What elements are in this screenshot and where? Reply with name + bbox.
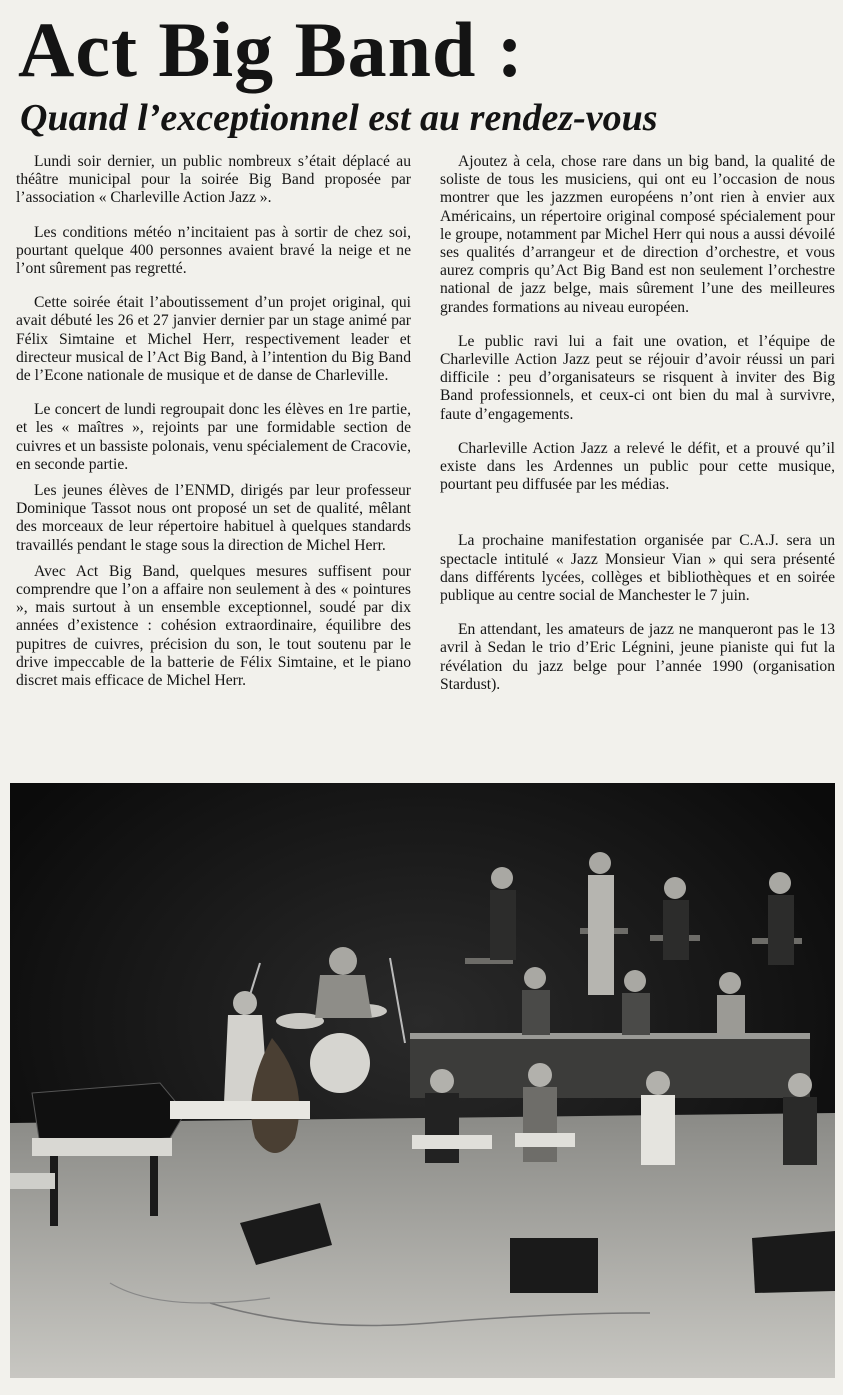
bass-drum	[310, 1033, 370, 1093]
drummer-body	[315, 975, 372, 1018]
subheadline: Quand l’exceptionnel est au rendez-vous	[20, 97, 658, 139]
music-stand-front	[412, 1135, 492, 1149]
paragraph: Cette soirée était l’aboutissement d’un projet original, qui avait débuté les 26 et 27 janvier dernier par un stage animé par Félix Simtaine et Michel Herr, respectivement leader et directeur musical de l’Act Big Band, à l’intention du Big Band de l’Econe nationale de musique et de danse de Charleville.	[16, 294, 411, 385]
paragraph: Charleville Action Jazz a relevé le défit, et a prouvé qu’il existe dans les Ardennes un public pour cette musique, pourtant peu diffusée par les médias.	[440, 439, 835, 494]
paragraph: Ajoutez à cela, chose rare dans un big band, la qualité de soliste de tous les musiciens, qui ont eu l’occasion de nous montrer que les jazzmen européens n’ont rien à envier aux Américains, un répertoire original composé spécialement pour le groupe, notamment par Michel Herr qui nous a aussi dévoilé ses qualités d’arrangeur et de direction d’orchestre, et vous aurez compris qu’Act Big Band est non seulement l’orchestre national de jazz belge, mais sûrement l’une des meilleures grandes formations au niveau européen.	[440, 153, 835, 316]
bassist-head	[233, 991, 257, 1015]
concert-photo	[10, 783, 835, 1378]
piano-leg	[50, 1156, 58, 1226]
paragraph: Les jeunes élèves de l’ENMD, dirigés par leur professeur Dominique Tassot nous ont proposé un set de qualité, mêlant des morceaux de leur répertoire habituel à quelques standards travaillés pendant le stage sous la direction de Michel Herr.	[16, 482, 411, 554]
piano-leg	[150, 1156, 158, 1216]
floor-monitor	[752, 1231, 835, 1293]
piano-bench	[10, 1173, 55, 1189]
paragraph: Les conditions météo n’incitaient pas à sortir de chez soi, pourtant quelque 400 personnes avaient bravé la neige et ne l’ont sûrement pas regretté.	[16, 223, 411, 278]
grand-piano	[32, 1083, 185, 1145]
riser	[410, 1038, 810, 1098]
article-column-right	[440, 153, 835, 710]
paragraph: Lundi soir dernier, un public nombreux s’était déplacé au théâtre municipal pour la soirée Big Band proposée par l’association « Charleville Action Jazz ».	[16, 153, 411, 207]
headline: Act Big Band :	[18, 6, 524, 93]
paragraph: Le concert de lundi regroupait donc les élèves en 1re partie, et les « maîtres », rejoints par une formidable section de cuivres et un bassiste polonais, venu spécialement de Cracovie, en seconde partie.	[16, 401, 411, 473]
paragraph: Avec Act Big Band, quelques mesures suffisent pour comprendre que l’on a affaire non seulement à des « pointures », mais surtout à un ensemble exceptionnel, soudé par dix années d’existence : cohésion extraordinaire, équilibre des pupitres de cuivres, précision du son, le tout soutenu par le drive impeccable de la batterie de Félix Simtaine, et le piano discret mais efficace de Michel Herr.	[16, 562, 411, 690]
paragraph: En attendant, les amateurs de jazz ne manqueront pas le 13 avril à Sedan le trio d’Eric Légnini, jeune pianiste qui fut la révélation du jazz belge pour l’année 1990 (organisation Stardust).	[440, 621, 835, 693]
paragraph: La prochaine manifestation organisée par C.A.J. sera un spectacle intitulé « Jazz Monsieur Vian » qui sera présenté dans différents lycées, collèges et bibliothèques et en soirée publique au centre social de Manchester le 7 juin.	[440, 532, 835, 605]
music-stand-front	[515, 1133, 575, 1147]
floor-monitor	[510, 1238, 598, 1293]
concert-photo-illustration	[10, 783, 835, 1378]
piano-keys	[32, 1138, 172, 1156]
drummer-head	[329, 947, 357, 975]
paragraph: Le public ravi lui a fait une ovation, et l’équipe de Charleville Action Jazz peut se réjouir d’avoir réussi un pari difficile : peu d’organisateurs se risquent à inviter des Big Band professionnels, et ceux-ci ont bien du mal à survivre, faute d’engagements.	[440, 332, 835, 423]
riser-edge	[410, 1033, 810, 1039]
music-stand-front	[170, 1101, 310, 1119]
article-column-left	[16, 153, 411, 706]
